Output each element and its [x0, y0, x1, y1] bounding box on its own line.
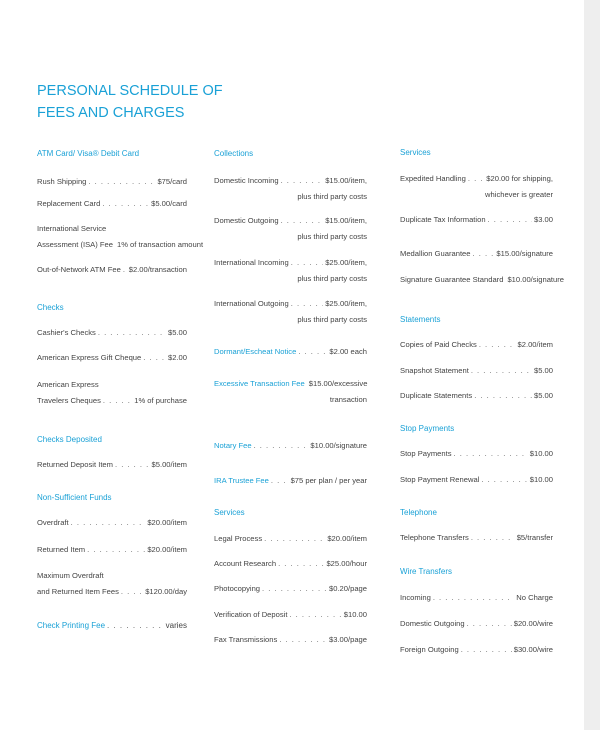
- fee-photocopying: Photocopying . . . $0.20/page: [214, 581, 367, 597]
- fee-duplicate-statements: Duplicate Statements . . . $5.00: [400, 388, 553, 404]
- section-statements: Statements: [400, 315, 441, 324]
- section-checks-deposited: Checks Deposited: [37, 435, 102, 444]
- section-atm-card: ATM Card/ Visa® Debit Card: [37, 149, 140, 158]
- fee-international-service: International Service Assessment (ISA) Fee 1% of transaction amount: [37, 224, 204, 249]
- fee-international-outgoing: International Outgoing . . . $25.00/item, plus third party costs: [214, 296, 367, 328]
- fee-returned-deposit-item: Returned Deposit Item . . . $5.00/item: [37, 457, 187, 473]
- fee-legal-process: Legal Process . . . $20.00/item: [214, 531, 367, 547]
- fee-fax-transmissions: Fax Transmissions . . . $3.00/page: [214, 632, 367, 648]
- fee-wire-incoming: Incoming . . . No Charge: [400, 590, 553, 606]
- section-non-sufficient-funds: Non-Sufficient Funds: [37, 493, 112, 502]
- fee-copies-of-paid-checks: Copies of Paid Checks . . . $2.00/item: [400, 337, 553, 353]
- section-collections: Collections: [214, 149, 254, 158]
- fee-account-research: Account Research . . . $25.00/hour: [214, 556, 367, 572]
- title-line-1: PERSONAL SCHEDULE OF: [37, 83, 223, 99]
- section-services-2: Services: [214, 508, 245, 517]
- fee-domestic-outgoing: Domestic Outgoing . . . $15.00/item, plus third party costs: [214, 213, 367, 245]
- fee-stop-payment-renewal: Stop Payment Renewal . . . $10.00: [400, 472, 553, 488]
- fee-wire-foreign-outgoing: Foreign Outgoing . . . $30.00/wire: [400, 642, 553, 658]
- fee-rush-shipping: Rush Shipping . . . $75/card: [37, 174, 187, 190]
- fee-amex-travelers-cheques: American Express Travelers Cheques . . . 1% of purchase: [37, 377, 187, 409]
- fee-returned-item: Returned Item . . . $20.00/item: [37, 542, 187, 558]
- fee-verification-of-deposit: Verification of Deposit . . . $10.00: [214, 607, 367, 623]
- fee-dormant-escheat-notice: Dormant/Escheat Notice . . . $2.00 each: [214, 344, 367, 360]
- fee-domestic-incoming: Domestic Incoming . . . $15.00/item, plus third party costs: [214, 173, 367, 205]
- fee-expedited-handling: Expedited Handling . . . $20.00 for shipping, whichever is greater: [400, 171, 553, 203]
- fee-duplicate-tax-information: Duplicate Tax Information . . . $3.00: [400, 212, 553, 228]
- fee-notary: Notary Fee . . . $10.00/signature: [214, 438, 367, 454]
- section-stop-payments: Stop Payments: [400, 424, 455, 433]
- section-services-3: Services: [400, 148, 431, 157]
- fee-telephone-transfers: Telephone Transfers . . . $5/transfer: [400, 530, 553, 546]
- fee-snapshot-statement: Snapshot Statement . . . $5.00: [400, 363, 553, 379]
- fee-check-printing: Check Printing Fee . . . varies: [37, 618, 187, 634]
- fee-out-of-network-atm: Out-of-Network ATM Fee . . . $2.00/transaction: [37, 262, 187, 278]
- title-line-2: FEES AND CHARGES: [37, 105, 185, 121]
- fee-amex-gift-cheque: American Express Gift Cheque . . . $2.00: [37, 350, 187, 366]
- fee-ira-trustee: IRA Trustee Fee . . . $75 per plan / per year: [214, 473, 367, 489]
- fee-signature-guarantee: Signature Guarantee Standard $10.00/signature: [400, 275, 565, 284]
- section-telephone: Telephone: [400, 508, 437, 517]
- fee-stop-payments: Stop Payments . . . $10.00: [400, 446, 553, 462]
- fee-maximum-overdraft: Maximum Overdraft and Returned Item Fees . . . $120.00/day: [37, 568, 187, 600]
- fee-excessive-transaction: Excessive Transaction Fee $15.00/excessive transaction: [214, 379, 368, 404]
- fee-international-incoming: International Incoming . . . $25.00/item, plus third party costs: [214, 255, 367, 287]
- page-title: [37, 80, 223, 124]
- fee-cashiers-checks: Cashier's Checks . . . $5.00: [37, 325, 187, 341]
- fee-overdraft: Overdraft . . . $20.00/item: [37, 515, 187, 531]
- section-wire-transfers: Wire Transfers: [400, 567, 453, 576]
- fee-medallion-guarantee: Medallion Guarantee . . . $15.00/signature: [400, 246, 553, 262]
- fee-wire-domestic-outgoing: Domestic Outgoing . . . $20.00/wire: [400, 616, 553, 632]
- page-edge: [584, 0, 600, 730]
- section-checks: Checks: [37, 303, 64, 312]
- fee-replacement-card: Replacement Card . . . $5.00/card: [37, 196, 187, 212]
